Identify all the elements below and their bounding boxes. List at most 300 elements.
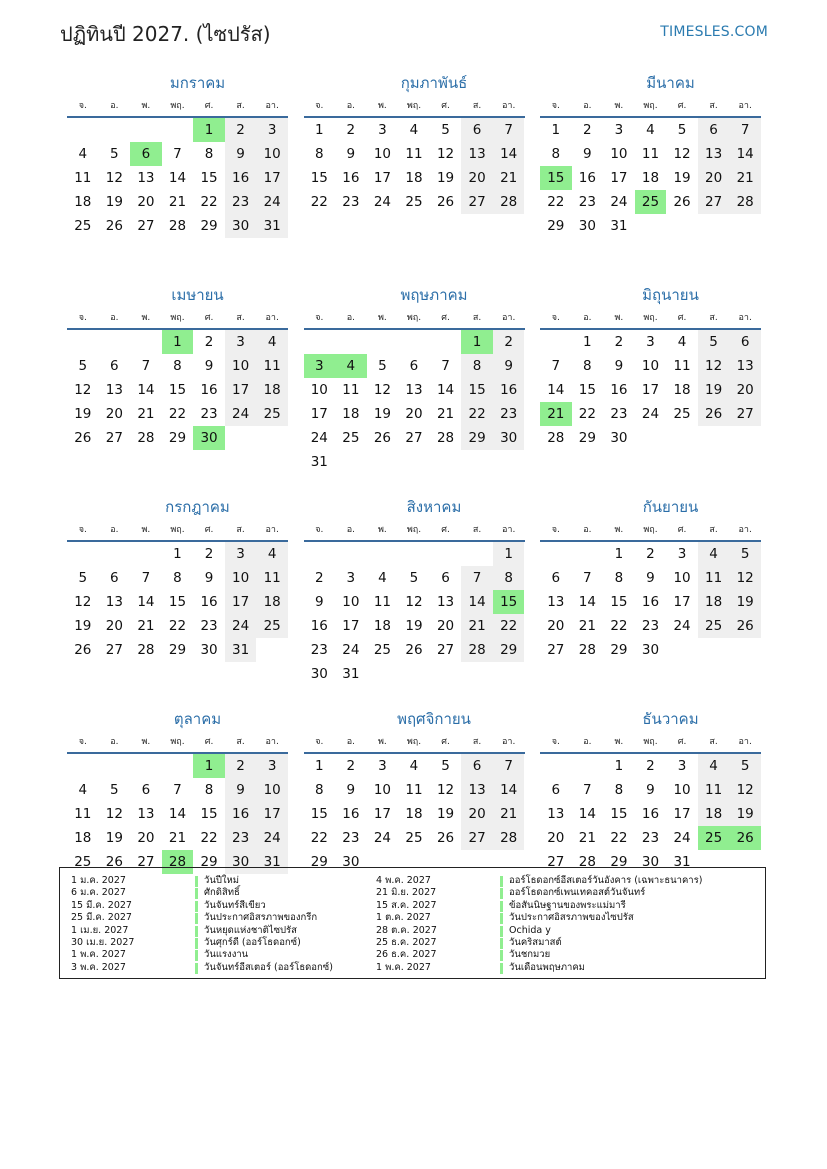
day-cell[interactable]: 25 <box>405 194 423 210</box>
day-cell[interactable]: 1 <box>173 546 182 562</box>
day-cell[interactable]: 17 <box>310 406 328 422</box>
day-cell[interactable]: 28 <box>493 190 525 214</box>
day-cell[interactable]: 11 <box>698 778 730 802</box>
day-cell[interactable]: 6 <box>461 118 493 142</box>
day-cell[interactable]: 21 <box>461 614 493 638</box>
day-cell[interactable]: 22 <box>461 402 493 426</box>
day-cell[interactable]: 14 <box>493 778 525 802</box>
day-cell[interactable]: 4 <box>698 542 730 566</box>
day-cell[interactable]: 7 <box>729 118 761 142</box>
day-cell[interactable]: 13 <box>729 354 761 378</box>
day-cell[interactable]: 20 <box>547 618 565 634</box>
day-cell[interactable]: 5 <box>78 358 88 374</box>
day-cell[interactable]: 27 <box>137 854 155 870</box>
day-cell[interactable]: 24 <box>225 614 257 638</box>
holiday-day-cell[interactable]: 1 <box>193 118 225 142</box>
day-cell[interactable]: 19 <box>729 802 761 826</box>
day-cell[interactable]: 30 <box>342 854 360 870</box>
day-cell[interactable]: 4 <box>409 758 419 774</box>
day-cell[interactable]: 21 <box>578 618 596 634</box>
day-cell[interactable]: 23 <box>310 642 328 658</box>
holiday-day-cell[interactable]: 25 <box>635 190 667 214</box>
day-cell[interactable]: 29 <box>200 854 218 870</box>
day-cell[interactable]: 7 <box>583 782 592 798</box>
day-cell[interactable]: 7 <box>173 146 182 162</box>
day-cell[interactable]: 1 <box>493 542 525 566</box>
day-cell[interactable]: 26 <box>729 614 761 638</box>
day-cell[interactable]: 13 <box>547 806 565 822</box>
holiday-day-cell[interactable]: 28 <box>162 850 194 874</box>
day-cell[interactable]: 7 <box>441 358 450 374</box>
day-cell[interactable]: 15 <box>578 382 596 398</box>
day-cell[interactable]: 24 <box>673 830 691 846</box>
day-cell[interactable]: 4 <box>256 330 288 354</box>
day-cell[interactable]: 2 <box>225 118 257 142</box>
day-cell[interactable]: 8 <box>551 146 561 162</box>
day-cell[interactable]: 3 <box>225 330 257 354</box>
day-cell[interactable]: 9 <box>346 782 356 798</box>
day-cell[interactable]: 27 <box>461 190 493 214</box>
day-cell[interactable]: 23 <box>610 406 628 422</box>
day-cell[interactable]: 5 <box>677 122 687 138</box>
day-cell[interactable]: 13 <box>405 382 423 398</box>
day-cell[interactable]: 23 <box>225 826 257 850</box>
day-cell[interactable]: 18 <box>405 170 423 186</box>
day-cell[interactable]: 6 <box>551 570 561 586</box>
day-cell[interactable]: 28 <box>578 854 596 870</box>
day-cell[interactable]: 21 <box>137 406 155 422</box>
day-cell[interactable]: 21 <box>168 194 187 210</box>
day-cell[interactable]: 24 <box>342 642 360 658</box>
day-cell[interactable]: 3 <box>256 754 288 778</box>
day-cell[interactable]: 10 <box>673 782 691 798</box>
day-cell[interactable]: 25 <box>373 642 391 658</box>
day-cell[interactable]: 19 <box>105 830 123 846</box>
day-cell[interactable]: 28 <box>461 638 493 662</box>
day-cell[interactable]: 11 <box>641 146 660 162</box>
day-cell[interactable]: 9 <box>646 782 655 798</box>
holiday-day-cell[interactable]: 4 <box>335 354 367 378</box>
day-cell[interactable]: 7 <box>551 358 561 374</box>
day-cell[interactable]: 18 <box>74 830 92 846</box>
day-cell[interactable]: 2 <box>346 758 356 774</box>
day-cell[interactable]: 14 <box>461 590 493 614</box>
day-cell[interactable]: 30 <box>641 854 660 870</box>
day-cell[interactable]: 14 <box>493 142 525 166</box>
day-cell[interactable]: 13 <box>547 594 565 610</box>
day-cell[interactable]: 23 <box>225 190 257 214</box>
day-cell[interactable]: 1 <box>614 546 624 562</box>
day-cell[interactable]: 22 <box>200 194 218 210</box>
day-cell[interactable]: 27 <box>547 642 565 658</box>
day-cell[interactable]: 17 <box>673 594 691 610</box>
day-cell[interactable]: 9 <box>225 142 257 166</box>
day-cell[interactable]: 2 <box>225 754 257 778</box>
day-cell[interactable]: 16 <box>342 806 360 822</box>
day-cell[interactable]: 23 <box>641 830 660 846</box>
day-cell[interactable]: 9 <box>204 358 214 374</box>
day-cell[interactable]: 30 <box>493 426 525 450</box>
day-cell[interactable]: 11 <box>373 594 391 610</box>
day-cell[interactable]: 28 <box>137 430 155 446</box>
day-cell[interactable]: 3 <box>646 334 655 350</box>
day-cell[interactable]: 6 <box>110 358 119 374</box>
day-cell[interactable]: 12 <box>436 782 455 798</box>
day-cell[interactable]: 8 <box>614 782 624 798</box>
day-cell[interactable]: 8 <box>583 358 592 374</box>
day-cell[interactable]: 6 <box>110 570 119 586</box>
day-cell[interactable]: 4 <box>646 122 655 138</box>
day-cell[interactable]: 15 <box>310 170 328 186</box>
day-cell[interactable]: 20 <box>105 406 123 422</box>
day-cell[interactable]: 16 <box>225 802 257 826</box>
day-cell[interactable]: 5 <box>729 542 761 566</box>
day-cell[interactable]: 10 <box>225 566 257 590</box>
day-cell[interactable]: 20 <box>105 618 123 634</box>
brand-link[interactable]: TIMESLES.COM <box>660 24 768 40</box>
day-cell[interactable]: 7 <box>583 570 592 586</box>
day-cell[interactable]: 29 <box>578 430 596 446</box>
day-cell[interactable]: 24 <box>256 826 288 850</box>
day-cell[interactable]: 5 <box>409 570 419 586</box>
day-cell[interactable]: 17 <box>225 378 257 402</box>
holiday-day-cell[interactable]: 1 <box>193 754 225 778</box>
day-cell[interactable]: 14 <box>137 382 155 398</box>
day-cell[interactable]: 4 <box>256 542 288 566</box>
day-cell[interactable]: 27 <box>698 190 730 214</box>
day-cell[interactable]: 13 <box>137 170 155 186</box>
holiday-day-cell[interactable]: 30 <box>193 426 225 450</box>
day-cell[interactable]: 28 <box>547 430 565 446</box>
day-cell[interactable]: 28 <box>137 642 155 658</box>
day-cell[interactable]: 17 <box>373 170 391 186</box>
day-cell[interactable]: 4 <box>78 146 88 162</box>
day-cell[interactable]: 24 <box>641 406 660 422</box>
day-cell[interactable]: 19 <box>729 590 761 614</box>
day-cell[interactable]: 29 <box>168 642 187 658</box>
day-cell[interactable]: 19 <box>373 406 391 422</box>
day-cell[interactable]: 17 <box>256 166 288 190</box>
day-cell[interactable]: 1 <box>583 334 592 350</box>
day-cell[interactable]: 20 <box>137 194 155 210</box>
day-cell[interactable]: 18 <box>373 618 391 634</box>
day-cell[interactable]: 7 <box>141 570 151 586</box>
day-cell[interactable]: 30 <box>225 850 257 874</box>
day-cell[interactable]: 26 <box>698 402 730 426</box>
day-cell[interactable]: 31 <box>256 850 288 874</box>
day-cell[interactable]: 17 <box>373 806 391 822</box>
day-cell[interactable]: 23 <box>342 194 360 210</box>
holiday-day-cell[interactable]: 15 <box>540 166 572 190</box>
day-cell[interactable]: 31 <box>342 666 360 682</box>
day-cell[interactable]: 11 <box>405 146 423 162</box>
day-cell[interactable]: 1 <box>551 122 561 138</box>
day-cell[interactable]: 25 <box>256 402 288 426</box>
day-cell[interactable]: 21 <box>493 802 525 826</box>
day-cell[interactable]: 27 <box>105 430 123 446</box>
day-cell[interactable]: 26 <box>74 430 92 446</box>
day-cell[interactable]: 8 <box>173 358 182 374</box>
day-cell[interactable]: 20 <box>698 166 730 190</box>
day-cell[interactable]: 29 <box>310 854 328 870</box>
day-cell[interactable]: 8 <box>314 146 324 162</box>
day-cell[interactable]: 9 <box>204 570 214 586</box>
day-cell[interactable]: 30 <box>200 642 218 658</box>
day-cell[interactable]: 18 <box>256 378 288 402</box>
day-cell[interactable]: 27 <box>405 430 423 446</box>
day-cell[interactable]: 19 <box>436 170 455 186</box>
day-cell[interactable]: 2 <box>346 122 356 138</box>
day-cell[interactable]: 8 <box>493 566 525 590</box>
day-cell[interactable]: 24 <box>225 402 257 426</box>
day-cell[interactable]: 4 <box>409 122 419 138</box>
day-cell[interactable]: 13 <box>461 778 493 802</box>
day-cell[interactable]: 29 <box>168 430 187 446</box>
day-cell[interactable]: 21 <box>578 830 596 846</box>
day-cell[interactable]: 26 <box>105 854 123 870</box>
day-cell[interactable]: 25 <box>342 430 360 446</box>
day-cell[interactable]: 29 <box>493 638 525 662</box>
day-cell[interactable]: 22 <box>200 830 218 846</box>
day-cell[interactable]: 2 <box>646 758 655 774</box>
day-cell[interactable]: 20 <box>436 618 455 634</box>
day-cell[interactable]: 7 <box>461 566 493 590</box>
day-cell[interactable]: 2 <box>204 546 214 562</box>
day-cell[interactable]: 16 <box>200 594 218 610</box>
day-cell[interactable]: 4 <box>677 334 687 350</box>
day-cell[interactable]: 13 <box>698 142 730 166</box>
day-cell[interactable]: 8 <box>461 354 493 378</box>
day-cell[interactable]: 14 <box>729 142 761 166</box>
day-cell[interactable]: 27 <box>461 826 493 850</box>
day-cell[interactable]: 15 <box>310 806 328 822</box>
day-cell[interactable]: 17 <box>610 170 628 186</box>
day-cell[interactable]: 2 <box>614 334 624 350</box>
day-cell[interactable]: 2 <box>493 330 525 354</box>
day-cell[interactable]: 23 <box>200 618 218 634</box>
day-cell[interactable]: 28 <box>168 218 187 234</box>
day-cell[interactable]: 20 <box>461 166 493 190</box>
day-cell[interactable]: 2 <box>583 122 592 138</box>
day-cell[interactable]: 6 <box>441 570 450 586</box>
day-cell[interactable]: 14 <box>137 594 155 610</box>
holiday-day-cell[interactable]: 15 <box>493 590 525 614</box>
day-cell[interactable]: 19 <box>74 618 92 634</box>
day-cell[interactable]: 6 <box>141 782 151 798</box>
day-cell[interactable]: 17 <box>342 618 360 634</box>
holiday-day-cell[interactable]: 25 <box>698 826 730 850</box>
day-cell[interactable]: 26 <box>74 642 92 658</box>
day-cell[interactable]: 21 <box>436 406 455 422</box>
day-cell[interactable]: 31 <box>673 854 691 870</box>
day-cell[interactable]: 1 <box>314 122 324 138</box>
day-cell[interactable]: 4 <box>78 782 88 798</box>
day-cell[interactable]: 5 <box>729 754 761 778</box>
day-cell[interactable]: 11 <box>405 782 423 798</box>
day-cell[interactable]: 24 <box>256 190 288 214</box>
day-cell[interactable]: 9 <box>346 146 356 162</box>
day-cell[interactable]: 21 <box>137 618 155 634</box>
holiday-day-cell[interactable]: 3 <box>304 354 336 378</box>
day-cell[interactable]: 11 <box>74 806 92 822</box>
day-cell[interactable]: 5 <box>110 146 119 162</box>
day-cell[interactable]: 14 <box>168 170 187 186</box>
day-cell[interactable]: 26 <box>436 830 455 846</box>
day-cell[interactable]: 16 <box>641 594 660 610</box>
holiday-day-cell[interactable]: 21 <box>540 402 572 426</box>
day-cell[interactable]: 24 <box>673 618 691 634</box>
day-cell[interactable]: 22 <box>310 194 328 210</box>
day-cell[interactable]: 9 <box>225 778 257 802</box>
day-cell[interactable]: 23 <box>641 618 660 634</box>
day-cell[interactable]: 10 <box>641 358 660 374</box>
day-cell[interactable]: 12 <box>373 382 391 398</box>
day-cell[interactable]: 18 <box>698 802 730 826</box>
day-cell[interactable]: 11 <box>256 566 288 590</box>
day-cell[interactable]: 22 <box>168 406 187 422</box>
day-cell[interactable]: 26 <box>105 218 123 234</box>
day-cell[interactable]: 18 <box>673 382 691 398</box>
day-cell[interactable]: 7 <box>141 358 151 374</box>
day-cell[interactable]: 10 <box>610 146 628 162</box>
day-cell[interactable]: 3 <box>256 118 288 142</box>
day-cell[interactable]: 30 <box>610 430 628 446</box>
day-cell[interactable]: 15 <box>610 594 628 610</box>
day-cell[interactable]: 10 <box>673 570 691 586</box>
day-cell[interactable]: 21 <box>168 830 187 846</box>
day-cell[interactable]: 22 <box>493 614 525 638</box>
day-cell[interactable]: 22 <box>578 406 596 422</box>
day-cell[interactable]: 27 <box>105 642 123 658</box>
day-cell[interactable]: 13 <box>137 806 155 822</box>
holiday-day-cell[interactable]: 6 <box>130 142 162 166</box>
day-cell[interactable]: 12 <box>74 594 92 610</box>
day-cell[interactable]: 28 <box>729 190 761 214</box>
day-cell[interactable]: 17 <box>225 590 257 614</box>
day-cell[interactable]: 10 <box>373 782 391 798</box>
day-cell[interactable]: 24 <box>373 830 391 846</box>
day-cell[interactable]: 3 <box>614 122 624 138</box>
day-cell[interactable]: 13 <box>105 382 123 398</box>
day-cell[interactable]: 3 <box>677 546 687 562</box>
day-cell[interactable]: 8 <box>314 782 324 798</box>
day-cell[interactable]: 5 <box>378 358 387 374</box>
day-cell[interactable]: 15 <box>200 170 218 186</box>
day-cell[interactable]: 31 <box>310 454 328 470</box>
day-cell[interactable]: 8 <box>614 570 624 586</box>
day-cell[interactable]: 18 <box>698 590 730 614</box>
day-cell[interactable]: 12 <box>673 146 691 162</box>
day-cell[interactable]: 23 <box>493 402 525 426</box>
day-cell[interactable]: 8 <box>204 782 214 798</box>
day-cell[interactable]: 5 <box>110 782 119 798</box>
day-cell[interactable]: 7 <box>493 118 525 142</box>
day-cell[interactable]: 5 <box>441 758 450 774</box>
day-cell[interactable]: 22 <box>547 194 565 210</box>
day-cell[interactable]: 18 <box>641 170 660 186</box>
day-cell[interactable]: 25 <box>405 830 423 846</box>
day-cell[interactable]: 25 <box>256 614 288 638</box>
day-cell[interactable]: 27 <box>436 642 455 658</box>
holiday-day-cell[interactable]: 26 <box>729 826 761 850</box>
day-cell[interactable]: 5 <box>78 570 88 586</box>
day-cell[interactable]: 22 <box>610 618 628 634</box>
day-cell[interactable]: 8 <box>204 146 214 162</box>
day-cell[interactable]: 31 <box>256 214 288 238</box>
day-cell[interactable]: 16 <box>610 382 628 398</box>
day-cell[interactable]: 17 <box>641 382 660 398</box>
holiday-day-cell[interactable]: 1 <box>461 330 493 354</box>
day-cell[interactable]: 6 <box>551 782 561 798</box>
day-cell[interactable]: 29 <box>610 642 628 658</box>
day-cell[interactable]: 26 <box>405 642 423 658</box>
day-cell[interactable]: 12 <box>436 146 455 162</box>
day-cell[interactable]: 6 <box>729 330 761 354</box>
day-cell[interactable]: 23 <box>578 194 596 210</box>
day-cell[interactable]: 20 <box>461 802 493 826</box>
day-cell[interactable]: 12 <box>405 594 423 610</box>
day-cell[interactable]: 20 <box>405 406 423 422</box>
day-cell[interactable]: 22 <box>610 830 628 846</box>
day-cell[interactable]: 21 <box>493 166 525 190</box>
day-cell[interactable]: 5 <box>698 330 730 354</box>
day-cell[interactable]: 31 <box>610 218 628 234</box>
day-cell[interactable]: 16 <box>493 378 525 402</box>
day-cell[interactable]: 19 <box>74 406 92 422</box>
day-cell[interactable]: 19 <box>698 378 730 402</box>
day-cell[interactable]: 20 <box>137 830 155 846</box>
day-cell[interactable]: 29 <box>610 854 628 870</box>
day-cell[interactable]: 30 <box>225 214 257 238</box>
day-cell[interactable]: 17 <box>256 802 288 826</box>
day-cell[interactable]: 19 <box>436 806 455 822</box>
day-cell[interactable]: 1 <box>314 758 324 774</box>
day-cell[interactable]: 16 <box>342 170 360 186</box>
day-cell[interactable]: 27 <box>547 854 565 870</box>
day-cell[interactable]: 2 <box>646 546 655 562</box>
day-cell[interactable]: 27 <box>729 402 761 426</box>
day-cell[interactable]: 15 <box>200 806 218 822</box>
day-cell[interactable]: 15 <box>168 594 187 610</box>
day-cell[interactable]: 11 <box>342 382 360 398</box>
day-cell[interactable]: 7 <box>493 754 525 778</box>
day-cell[interactable]: 25 <box>698 614 730 638</box>
day-cell[interactable]: 10 <box>256 778 288 802</box>
day-cell[interactable]: 14 <box>547 382 565 398</box>
day-cell[interactable]: 28 <box>436 430 455 446</box>
day-cell[interactable]: 30 <box>578 218 596 234</box>
day-cell[interactable]: 12 <box>729 566 761 590</box>
day-cell[interactable]: 28 <box>493 826 525 850</box>
day-cell[interactable]: 18 <box>405 806 423 822</box>
day-cell[interactable]: 14 <box>436 382 455 398</box>
day-cell[interactable]: 24 <box>310 430 328 446</box>
day-cell[interactable]: 30 <box>641 642 660 658</box>
day-cell[interactable]: 6 <box>409 358 419 374</box>
day-cell[interactable]: 8 <box>173 570 182 586</box>
day-cell[interactable]: 16 <box>200 382 218 398</box>
day-cell[interactable]: 26 <box>436 194 455 210</box>
day-cell[interactable]: 12 <box>729 778 761 802</box>
day-cell[interactable]: 20 <box>547 830 565 846</box>
day-cell[interactable]: 2 <box>204 334 214 350</box>
day-cell[interactable]: 19 <box>405 618 423 634</box>
day-cell[interactable]: 24 <box>373 194 391 210</box>
day-cell[interactable]: 11 <box>673 358 691 374</box>
day-cell[interactable]: 29 <box>547 218 565 234</box>
day-cell[interactable]: 19 <box>105 194 123 210</box>
day-cell[interactable]: 3 <box>346 570 356 586</box>
